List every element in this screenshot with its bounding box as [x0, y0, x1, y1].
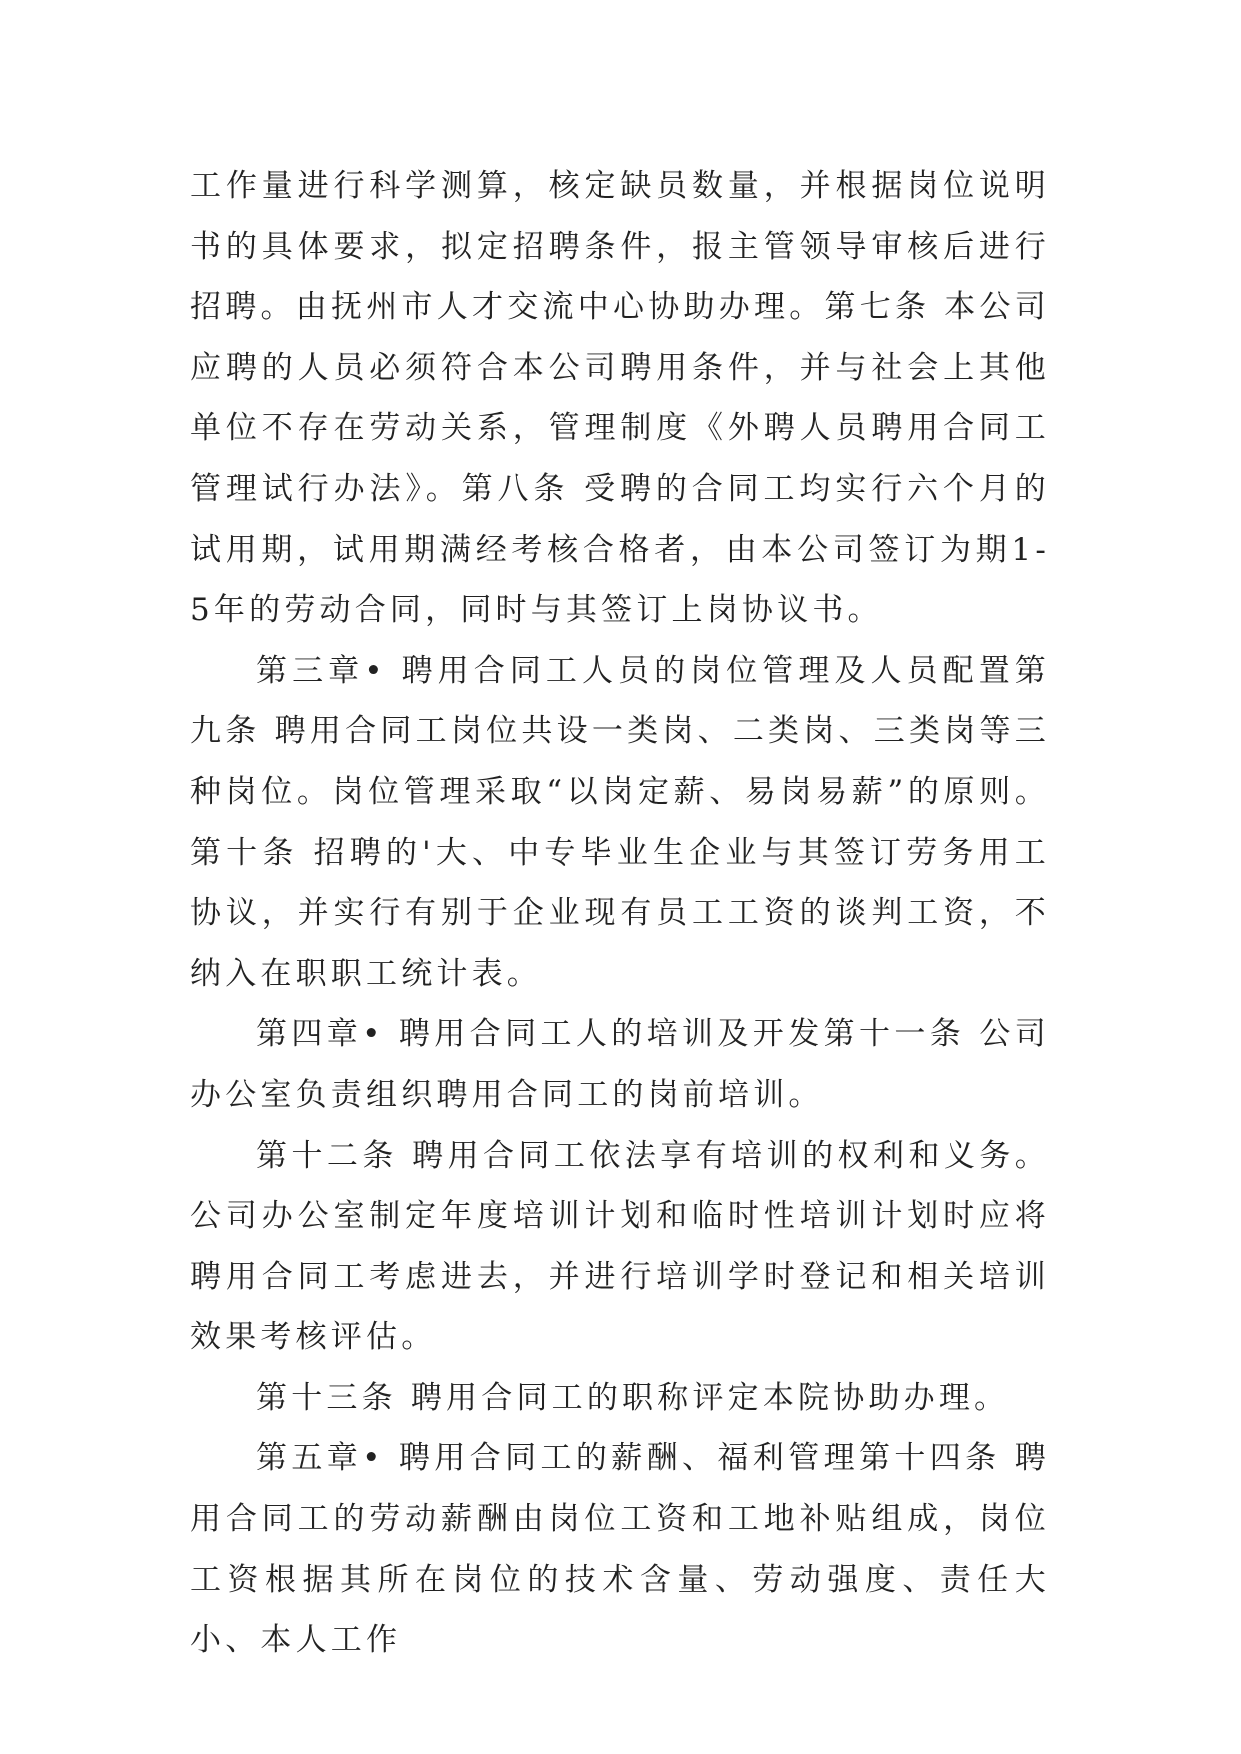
paragraph-1: 工作量进行科学测算，核定缺员数量，并根据岗位说明书的具体要求，拟定招聘条件，报主管领导审核后进行招聘。由抚州市人才交流中心协助办理。第七条 本公司应聘的人员必须符合本公司聘用条件，并与社会上其他单位不存在劳动关系，管理制度《外聘人员聘用合同工管理试行办法》。第八条 受聘的合同工均实行六个月的试用期，试用期满经考核合格者，由本公司签订为期1-5年的劳动合同，同时与其签订上岗协议书。	[190, 168, 1050, 629]
paragraph-5: 第十三条 聘用合同工的职称评定本院协助办理。	[256, 1379, 1010, 1416]
paragraph-3: 第四章• 聘用合同工人的培训及开发第十一条 公司办公室负责组织聘用合同工的岗前培训。	[190, 1016, 1050, 1113]
paragraph-6: 第五章• 聘用合同工的薪酬、福利管理第十四条 聘用合同工的劳动薪酬由岗位工资和工地补贴组成，岗位工资根据其所在岗位的技术含量、劳动强度、责任大小、本人工作	[190, 1440, 1050, 1659]
document-body	[190, 156, 1050, 1671]
paragraph-4: 第十二条 聘用合同工依法享有培训的权利和义务。公司办公室制定年度培训计划和临时性培训计划时应将聘用合同工考虑进去，并进行培训学时登记和相关培训效果考核评估。	[190, 1137, 1050, 1356]
paragraph-2: 第三章• 聘用合同工人员的岗位管理及人员配置第九条 聘用合同工岗位共设一类岗、二类岗、三类岗等三种岗位。岗位管理采取“以岗定薪、易岗易薪”的原则。第十条 招聘的'大、中专毕业生企业与其签订劳务用工协议，并实行有别于企业现有员工工资的谈判工资，不纳入在职职工统计表。	[190, 652, 1050, 992]
